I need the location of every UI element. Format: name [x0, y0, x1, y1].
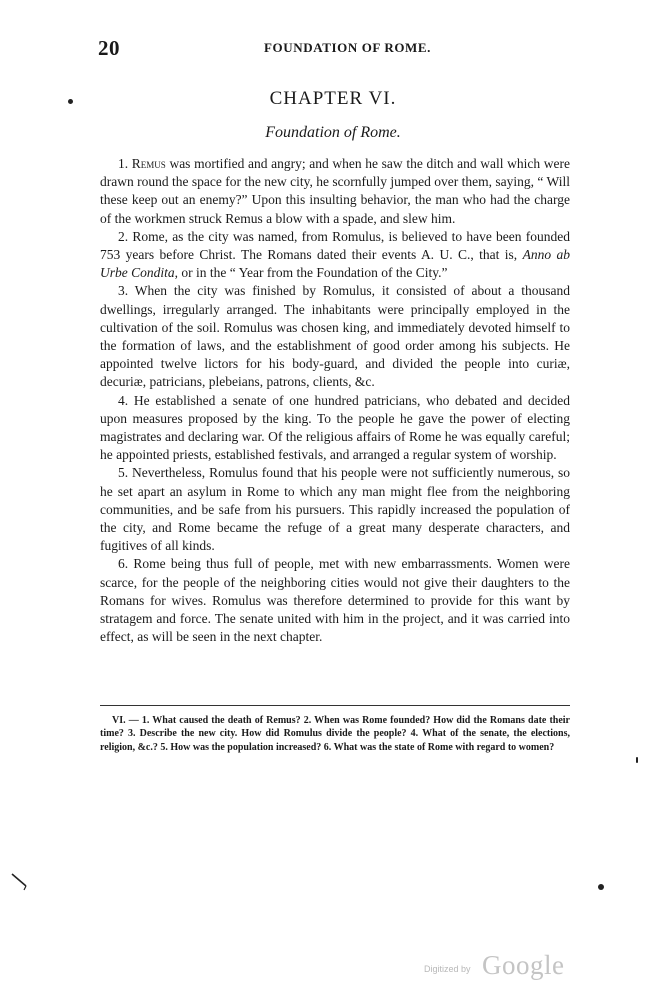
chapter-title: CHAPTER VI.	[269, 88, 397, 109]
running-head	[98, 36, 568, 60]
paragraph-2	[100, 228, 570, 283]
google-logo: Google	[482, 950, 565, 980]
paragraph-text: , or in the “ Year from the Foundation of the City.”	[174, 265, 448, 281]
footnote-divider	[100, 705, 570, 706]
paragraph-1	[100, 155, 570, 228]
chapter-body	[100, 155, 570, 646]
paragraph-number: 1.	[118, 156, 132, 171]
chapter-subtitle: Foundation of Rome.	[265, 124, 401, 141]
paragraph-3: 3. When the city was finished by Romulus, it consisted of about a thousand dwellings, irregularly arranged. The inhabitants were principally employed in the cultivation of the soil. Romulus was chosen king, and immediately devoted himself to the formation of laws, and the establishment of good order among his subjects. He appointed twelve lictors for his body-guard, and divided the people into curiæ, decuriæ, patricians, plebeians, patrons, clients, &c.	[100, 283, 570, 390]
digitized-label: Digitized by	[424, 964, 471, 974]
paragraph-6: 6. Rome being thus full of people, met with new embarrassments. Women were scarce, for the people of the neighboring cities would not give their daughters to the Romans for wives. Romulus was therefore determined to provide for this want by stratagem and force. The senate united with him in the project, and it was carried into effect, as will be seen in the next chapter.	[100, 556, 570, 645]
small-caps-word: Remus	[131, 156, 166, 171]
running-title: FOUNDATION OF ROME.	[264, 40, 432, 55]
ink-speck	[598, 884, 604, 890]
questions-text: VI. — 1. What caused the death of Remus? 2. When was Rome founded? How did the Romans date their time? 3. Describe the new city. How did Romulus divide the people? 4. What of the senate, the elections, religion, &c.? 5. How was the population increased? 6. What was the state of Rome with regard to women?	[100, 715, 570, 753]
ink-speck	[636, 757, 638, 763]
paragraph-text: 2. Rome, as the city was named, from Romulus, is believed to have been founded 753 years before Christ. The Romans dated their events A. U. C., that is,	[100, 228, 570, 263]
digitized-watermark	[424, 950, 624, 984]
ink-speck	[68, 99, 73, 104]
latin-phrase: Anno ab Urbe Condita	[100, 247, 570, 281]
paragraph-5: 5. Nevertheless, Romulus found that his people were not sufficiently numerous, so he set apart an asylum in Rome to which any man might flee from the neighboring communities, and be safe from his pursuers. This rapidly increased the population of the city, and Rome became the refuge of a great many desperate characters, and fugitives of all kinds.	[100, 465, 570, 554]
ink-mark	[10, 870, 32, 892]
page-number: 20	[98, 36, 120, 60]
paragraph-4: 4. He established a senate of one hundred patricians, who debated and decided upon measures proposed by the king. To the people he gave the power of electing magistrates and declaring war. Of the religious affairs of Rome he was equally careful; he appointed priests, established festivals, and arranged a regular system of worship.	[100, 392, 570, 463]
paragraph-text: was mortified and angry; and when he saw the ditch and wall which were drawn round the space for the new city, he scornfully jumped over them, saying, “ Will these keep out an enemy?” Upon this insulting behavior, the man who had the charge of the workmen struck Remus a blow with a spade, and slew him.	[100, 156, 571, 226]
review-questions	[100, 714, 570, 754]
